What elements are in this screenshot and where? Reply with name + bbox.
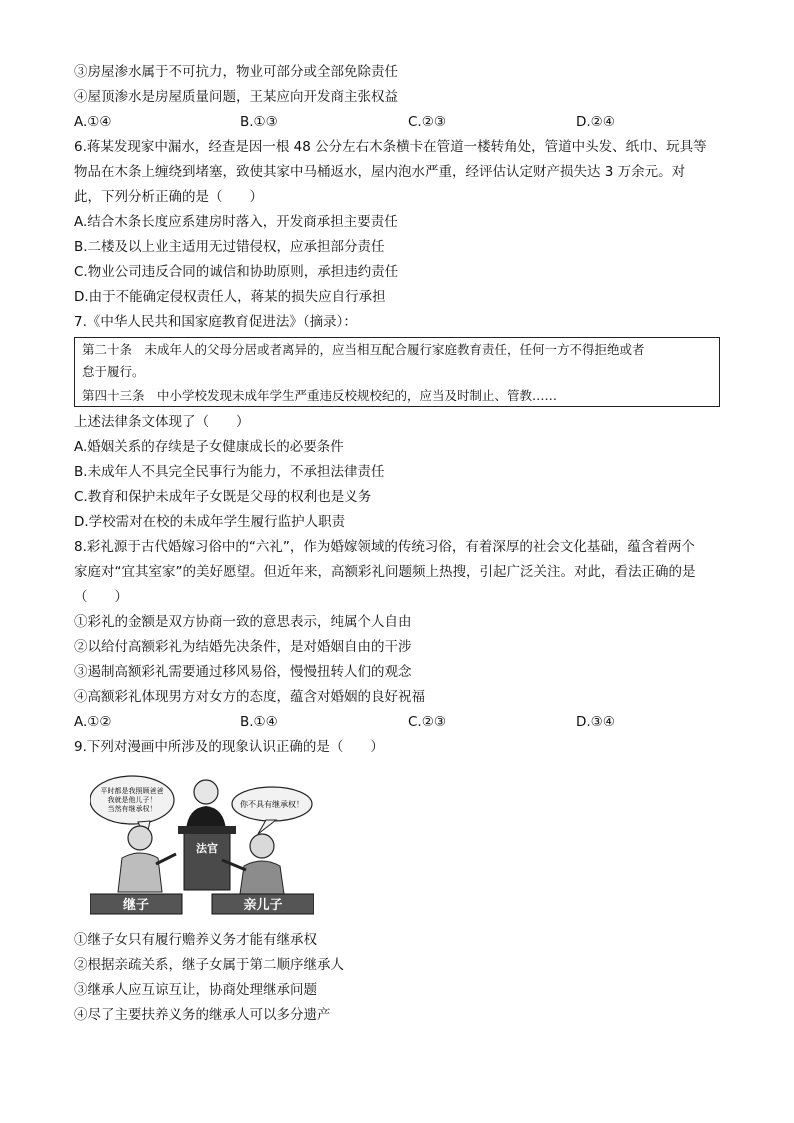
bubble-right-text: 你不具有继承权！ [240,800,304,809]
q5-option-d[interactable]: D.②④ [576,114,615,130]
q7-law-article-43: 第四十三条 中小学校发现未成年学生严重违反校规校纪的，应当及时制止、管教…… [82,388,558,403]
q5-option-a[interactable]: A.①④ [74,114,112,130]
q7-law-article-20-cont: 怠于履行。 [82,364,145,379]
q8-option-d[interactable]: D.③④ [576,714,615,730]
son-body [240,861,284,894]
bubble-left-line2: 我就是他儿子！ [107,796,157,804]
q8-stem-line1: 8.彩礼源于古代婚嫁习俗中的“六礼”，作为婚嫁领域的传统习俗，有着深厚的社会文化基础，蕴含着两个 [74,539,695,555]
q5-statement-3: ③房屋渗水属于不可抗力，物业可部分或全部免除责任 [74,64,398,80]
inheritance-cartoon [90,774,314,916]
q8-statement-4: ④高额彩礼体现男方对女方的态度，蕴含对婚姻的良好祝福 [74,689,425,705]
bubble-right-tail [258,820,276,834]
q7-law-article-20: 第二十条 未成年人的父母分居或者离异的，应当相互配合履行家庭教育责任，任何一方不得拒绝或者 [82,342,645,357]
q6-stem-line3: 此，下列分析正确的是（ ） [74,189,263,205]
q6-option-b[interactable]: B.二楼及以上业主适用无过错侵权，应承担部分责任 [74,239,385,255]
label-stepson: 继子 [122,898,150,913]
judge-head [194,780,218,804]
q8-statement-2: ②以给付高额彩礼为结婚先决条件，是对婚姻自由的干涉 [74,639,412,655]
q7-law-excerpt-box [74,337,720,407]
q5-statement-4: ④屋顶渗水是房屋质量问题，王某应向开发商主张权益 [74,89,398,105]
q6-option-d[interactable]: D.由于不能确定侵权责任人，蒋某的损失应自行承担 [74,289,386,305]
q7-option-c[interactable]: C.教育和保护未成年子女既是父母的权利也是义务 [74,489,372,505]
q7-stem: 7.《中华人民共和国家庭教育促进法》（摘录）： [74,314,357,330]
q8-statement-3: ③遏制高额彩礼需要通过移风易俗，慢慢扭转人们的观念 [74,664,412,680]
podium-top [178,826,236,834]
q6-option-a[interactable]: A.结合木条长度应系建房时落入，开发商承担主要责任 [74,214,398,230]
q8-option-a[interactable]: A.①② [74,714,112,730]
judge-label: 法官 [196,842,218,855]
q6-option-c[interactable]: C.物业公司违反合同的诚信和协助原则，承担违约责任 [74,264,399,280]
q8-statement-1: ①彩礼的金额是双方协商一致的意思表示，纯属个人自由 [74,614,412,630]
q9-statement-3: ③继承人应互谅互让，协商处理继承问题 [74,982,317,998]
stepson-arm [156,854,176,864]
q8-option-c[interactable]: C.②③ [408,714,446,730]
q5-option-c[interactable]: C.②③ [408,114,446,130]
q6-stem-line2: 物品在木条上缠绕到堵塞，致使其家中马桶返水，屋内泡水严重，经评估认定财产损失达 3 万余元。对 [74,164,686,180]
stepson-body [118,853,162,892]
q8-option-b[interactable]: B.①④ [240,714,278,730]
q9-stem: 9.下列对漫画中所涉及的现象认识正确的是（ ） [74,739,384,755]
q7-question: 上述法律条文体现了（ ） [74,414,250,430]
son-head [250,834,274,858]
q7-option-d[interactable]: D.学校需对在校的未成年学生履行监护人职责 [74,514,346,530]
q7-option-a[interactable]: A.婚姻关系的存续是子女健康成长的必要条件 [74,439,344,455]
label-son: 亲儿子 [243,898,283,913]
q9-statement-2: ②根据亲疏关系，继子女属于第二顺序继承人 [74,957,344,973]
stepson-head [128,826,152,850]
q5-option-b[interactable]: B.①③ [240,114,278,130]
q7-option-b[interactable]: B.未成年人不具完全民事行为能力，不承担法律责任 [74,464,385,480]
q9-statement-1: ①继子女只有履行赡养义务才能有继承权 [74,932,317,948]
q6-stem-line1: 6.蒋某发现家中漏水，经查是因一根 48 公分左右木条横卡在管道一楼转角处，管道中头发、纸巾、玩具等 [74,139,707,155]
q8-stem-line2: 家庭对“宜其室家”的美好愿望。但近年来，高额彩礼问题频上热搜，引起广泛关注。对此，看法正确的是 [74,564,696,580]
bubble-left-line3: 当然有继承权！ [107,805,157,813]
q9-statement-4: ④尽了主要扶养义务的继承人可以多分遗产 [74,1007,331,1023]
bubble-left-line1: 平时都是我照顾爸爸 [100,787,164,795]
q8-stem-line3: （ ） [74,589,128,605]
